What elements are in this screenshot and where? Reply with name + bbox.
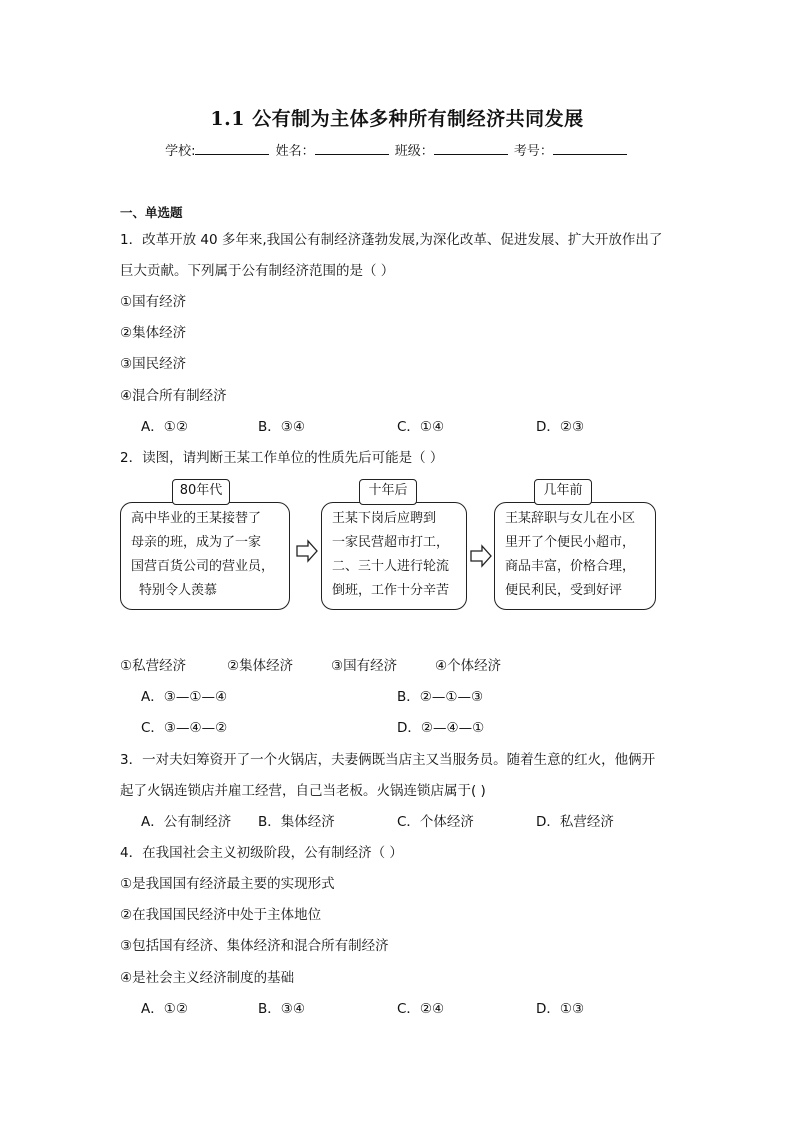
q1-option-c[interactable]: C．①④: [397, 419, 445, 435]
q1-option-d[interactable]: D．②③: [536, 419, 585, 435]
class-label: 班级：: [394, 144, 434, 159]
q2-box-2-line: 王某下岗后应聘到: [332, 511, 437, 526]
q3-stem-line2: 起了火锅连锁店并雇工经营，自己当老板。火锅连锁店属于( ): [120, 783, 486, 799]
q4-item: ③包括国有经济、集体经济和混合所有制经济: [120, 938, 389, 954]
q3-option-d[interactable]: D．私营经济: [536, 814, 614, 830]
q2-box-1-line: 国营百货公司的营业员，: [131, 559, 275, 574]
q3-option-b[interactable]: B．集体经济: [258, 814, 335, 830]
q4-stem: 4．在我国社会主义初级阶段，公有制经济（ ）: [120, 845, 403, 861]
q2-box-3-line: 王某辞职与女儿在小区: [505, 511, 636, 526]
q2-item: ④个体经济: [435, 658, 502, 674]
right-arrow-icon: [296, 539, 318, 563]
q3-option-a[interactable]: A．公有制经济: [141, 814, 232, 830]
q2-item: ②集体经济: [227, 658, 294, 674]
q2-box-2: [321, 502, 467, 610]
school-blank: [195, 142, 269, 155]
section-heading: 一、单选题: [120, 205, 183, 220]
name-label: 姓名：: [275, 144, 315, 159]
q1-stem-line1: 1．改革开放 40 多年来,我国公有制经济蓬勃发展,为深化改革、促进发展、扩大开放作出了: [120, 232, 663, 248]
q1-item: ③国民经济: [120, 356, 187, 372]
q2-item: ③国有经济: [331, 658, 398, 674]
q2-box-1: [120, 502, 290, 610]
q1-stem-line2: 巨大贡献。下列属于公有制经济范围的是（ ）: [120, 263, 395, 279]
right-arrow-icon: [470, 544, 492, 568]
q1-option-a[interactable]: A．①②: [141, 419, 188, 435]
q2-box-1-line: 特别令人羡慕: [139, 583, 218, 598]
q4-option-d[interactable]: D．①③: [536, 1001, 585, 1017]
q2-box-1-line: 高中毕业的王某接替了: [131, 511, 262, 526]
school-label: 学校:: [165, 144, 196, 159]
number-blank: [553, 142, 627, 155]
q4-item: ①是我国国有经济最主要的实现形式: [120, 876, 335, 892]
q2-box-2-line: 倒班，工作十分辛苦: [332, 583, 450, 598]
name-blank: [315, 142, 389, 155]
q4-option-b[interactable]: B．③④: [258, 1001, 305, 1017]
q2-option-c[interactable]: C．③—④—②: [141, 720, 228, 736]
q1-option-b[interactable]: B．③④: [258, 419, 305, 435]
q2-box-2-line: 一家民营超市打工，: [332, 535, 450, 550]
q4-option-a[interactable]: A．①②: [141, 1001, 188, 1017]
q2-stem: 2．读图，请判断王某工作单位的性质先后可能是（ ）: [120, 450, 444, 466]
q4-item: ④是社会主义经济制度的基础: [120, 970, 295, 986]
q2-label-1: 80年代: [172, 479, 230, 505]
q4-item: ②在我国国民经济中处于主体地位: [120, 907, 322, 923]
class-blank: [434, 142, 508, 155]
q2-option-b[interactable]: B．②—①—③: [397, 689, 484, 705]
q2-box-3-line: 便民利民，受到好评: [505, 583, 623, 598]
q1-item: ①国有经济: [120, 294, 187, 310]
q2-option-a[interactable]: A．③—①—④: [141, 689, 228, 705]
q3-option-c[interactable]: C．个体经济: [397, 814, 474, 830]
q2-box-3: [494, 502, 656, 610]
q2-box-3-line: 商品丰富，价格合理，: [505, 559, 636, 574]
q4-option-c[interactable]: C．②④: [397, 1001, 445, 1017]
q1-item: ②集体经济: [120, 325, 187, 341]
q3-stem-line1: 3．一对夫妇筹资开了一个火锅店，夫妻俩既当店主又当服务员。随着生意的红火，他俩开: [120, 752, 656, 768]
q2-label-2: 十年后: [359, 479, 417, 505]
q2-label-3: 几年前: [534, 479, 592, 505]
q2-item: ①私营经济: [120, 658, 187, 674]
q1-item: ④混合所有制经济: [120, 388, 227, 404]
student-info-row: [0, 140, 794, 159]
q2-option-d[interactable]: D．②—④—①: [397, 720, 485, 736]
q2-box-2-line: 二、三十人进行轮流: [332, 559, 450, 574]
page-title: 1.1 公有制为主体多种所有制经济共同发展: [210, 108, 584, 130]
number-label: 考号：: [513, 144, 553, 159]
q2-box-1-line: 母亲的班，成为了一家: [131, 535, 262, 550]
q2-box-3-line: 里开了个便民小超市，: [505, 535, 636, 550]
